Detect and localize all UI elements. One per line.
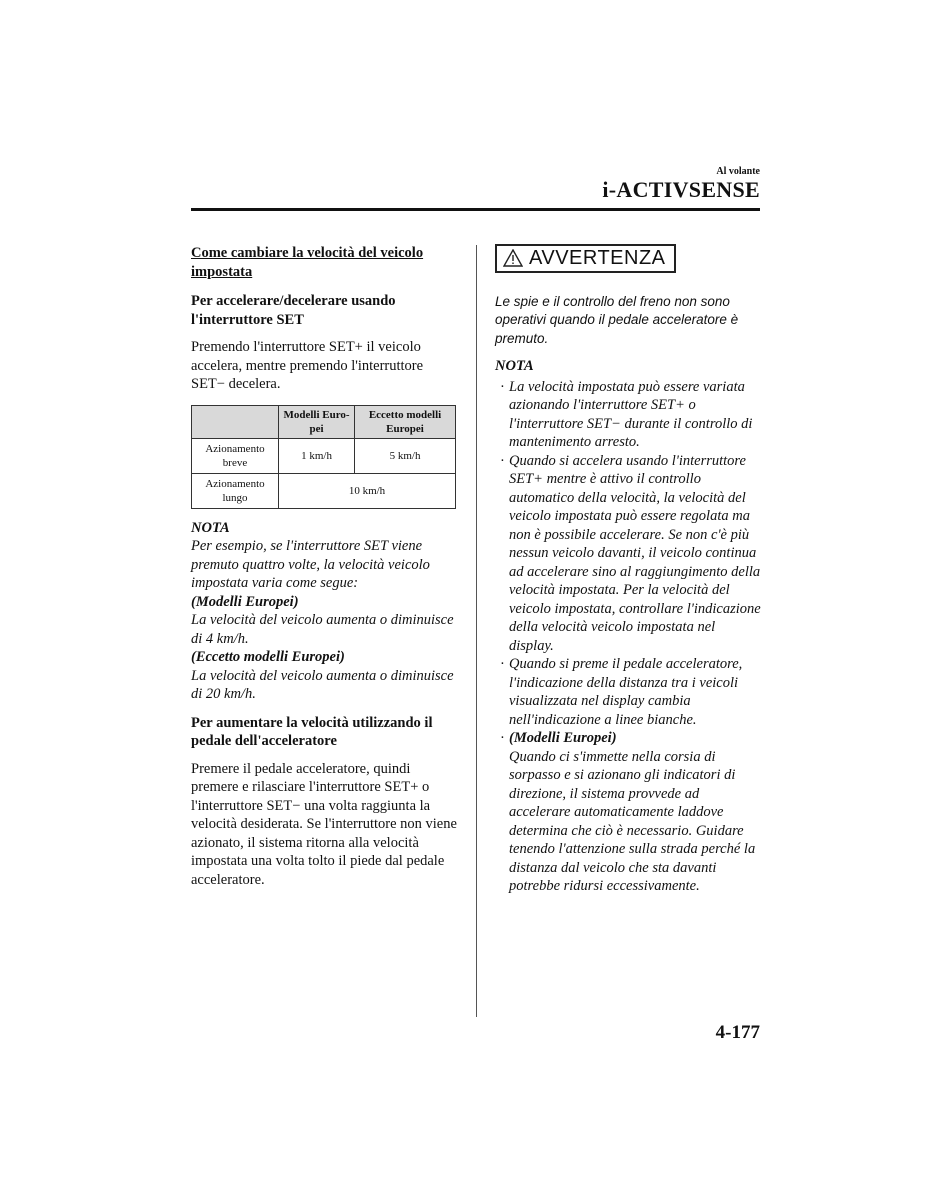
note-bold-heading: (Modelli Europei) xyxy=(509,730,617,746)
warning-label: AVVERTENZA xyxy=(529,247,666,269)
nota-text: La velocità del veicolo aumenta o diminuisce di 20 km/h. xyxy=(191,667,454,702)
table-cell-label: Azionamento lungo xyxy=(192,473,279,508)
nota-bold: (Modelli Europei) xyxy=(191,593,299,610)
table-cell: 5 km/h xyxy=(355,438,456,473)
right-column xyxy=(495,244,763,896)
paragraph-set-switch: Premendo l'interruttore SET+ il veicolo accelera, mentre premendo l'interruttore SET− decelera. xyxy=(191,339,424,392)
column-divider xyxy=(476,245,477,1017)
table-header-empty xyxy=(192,405,279,438)
paragraph-accelerator: Premere il pedale acceleratore, quindi premere e rilasciare l'interruttore SET+ o l'interruttore SET− una volta raggiunta la velocità desiderata. Se l'interruttore non viene azionato, il sistema ritorna alla velocità impostata una volta tolto il piede dal pedale acceleratore. xyxy=(191,760,457,888)
table-row xyxy=(192,438,456,473)
table-row xyxy=(192,473,456,508)
left-column xyxy=(191,244,457,900)
table-header-non-european: Eccetto modelli Europei xyxy=(355,405,456,438)
note-text: Quando ci s'immette nella corsia di sorpasso e si azionano gli indicatori di direzione, il sistema provvede ad accelerare automaticamente laddove determina che ciò è necessario. Guidare tenendo l'attenzione sulla strada perché la distanza dal veicolo che sta davanti potrebbe ridursi eccessivamente. xyxy=(509,748,756,894)
header-chapter-title: i-ACTIVSENSE xyxy=(602,177,760,202)
nota-text: Per esempio, se l'interruttore SET viene premuto quattro volte, la velocità veicolo impostata varia come segue: xyxy=(191,538,430,591)
list-item: · Quando si accelera usando l'interruttore SET+ mentre è attivo il controllo automatico della velocità, la velocità del veicolo impostata può essere regolata ma non è possibile accelerare. Se non c'è più nessun veicolo davanti, il veicolo continua ad accelerare sino al raggiungimento della velocità impostata. Per la velocità del veicolo impostata, controllare l'indicazione della velocità veicolo impostata nel display. xyxy=(495,452,763,656)
table-cell: 10 km/h xyxy=(279,473,456,508)
table-header-european: Modelli Euro-pei xyxy=(279,405,355,438)
nota-bold: (Eccetto modelli Europei) xyxy=(191,649,345,665)
warning-text: Le spie e il controllo del freno non sono operativi quando il pedale acceleratore è premuto. xyxy=(495,293,739,346)
warning-box xyxy=(495,244,676,273)
list-item: · La velocità impostata può essere variata azionando l'interruttore SET+ o l'interruttore SET− durante il controllo di mantenimento arresto. xyxy=(495,378,763,452)
subheading-set-switch: Per accelerare/decelerare usando l'interruttore SET xyxy=(191,293,396,328)
header-section: Al volante xyxy=(716,166,760,177)
nota-block xyxy=(191,519,457,704)
list-item: · Quando si preme il pedale acceleratore, l'indicazione della distanza tra i veicoli visualizzata nel display cambia nell'indicazione a linee bianche. xyxy=(495,655,763,729)
page-number: 4-177 xyxy=(715,1022,760,1043)
header-rule xyxy=(191,208,760,211)
table-cell-label: Azionamento breve xyxy=(192,438,279,473)
warning-triangle-icon xyxy=(503,249,523,267)
table-cell: 1 km/h xyxy=(279,438,355,473)
section-heading: Come cambiare la velocità del veicolo impostata xyxy=(191,245,424,280)
subheading-accelerator: Per aumentare la velocità utilizzando il pedale dell'acceleratore xyxy=(191,714,433,749)
notes-list xyxy=(495,378,763,896)
speed-change-table xyxy=(191,405,456,509)
nota-text: La velocità del veicolo aumenta o diminuisce di 4 km/h. xyxy=(191,612,454,647)
list-item xyxy=(495,729,763,896)
nota-label: NOTA xyxy=(191,519,230,536)
nota-label: NOTA xyxy=(495,358,534,374)
